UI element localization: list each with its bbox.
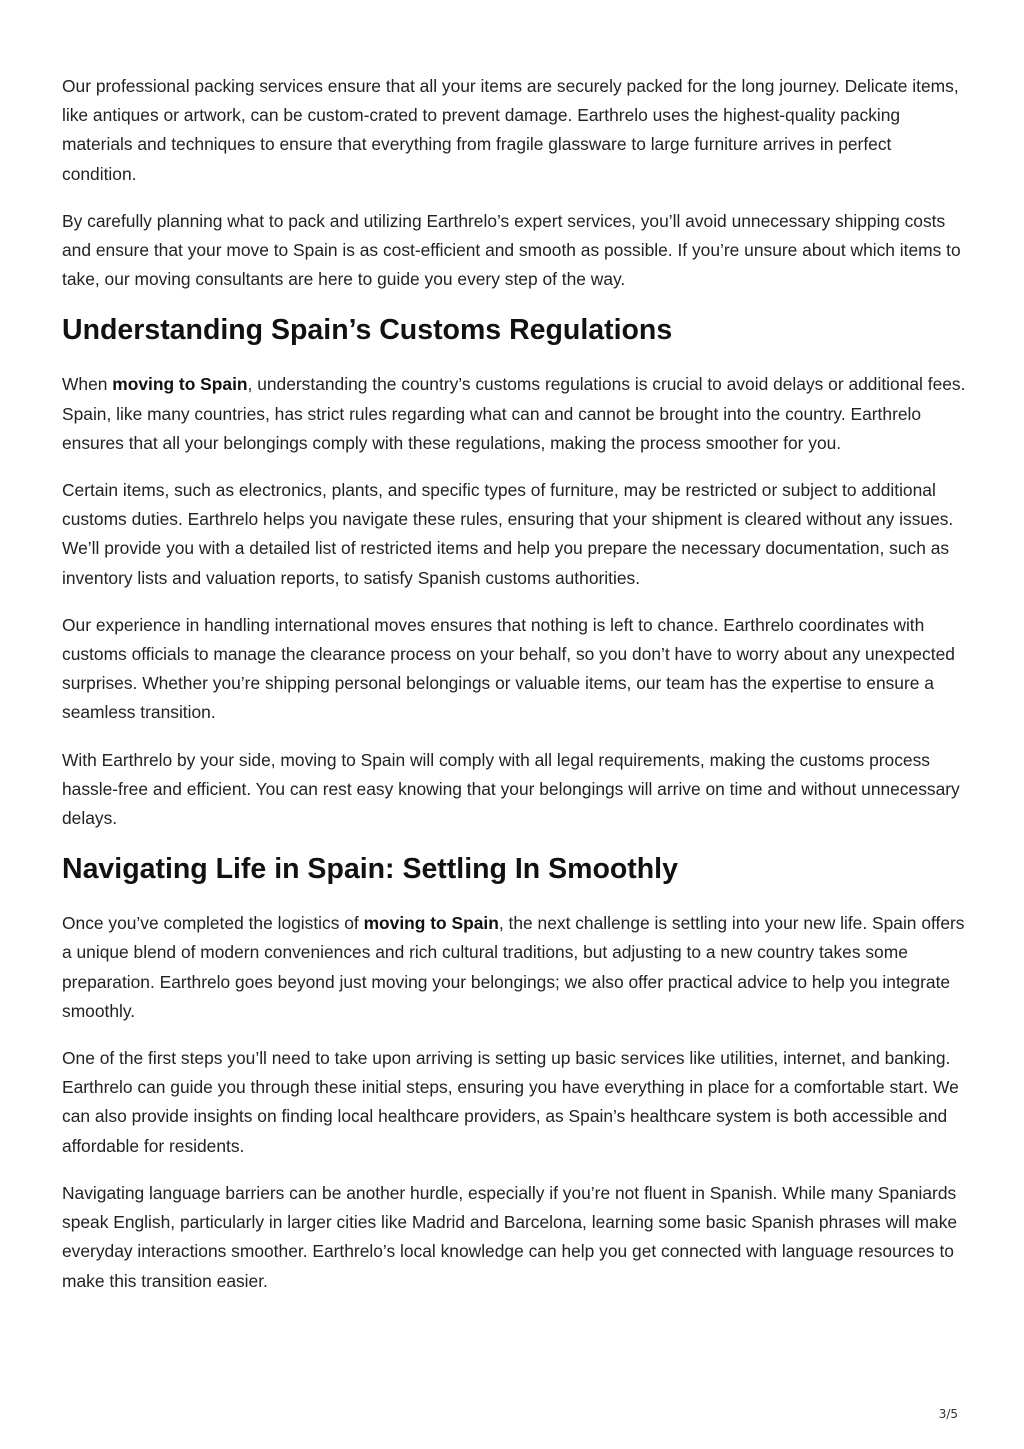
compliance-paragraph: With Earthrelo by your side, moving to Spain will comply with all legal requirements, making the customs process hassle-free and efficient. You can rest easy knowing that your belongings will arrive on time and without unnecessary delays. <box>62 749 960 829</box>
language-paragraph: Navigating language barriers can be another hurdle, especially if you’re not fluent in Spanish. While many Spaniards speak English, particularly in larger cities like Madrid and Barcelona, learning some basic Spanish phrases will make everyday interactions smoother. Earthrelo’s local knowledge can help you get connected with language resources to make this transition easier. <box>62 1182 958 1291</box>
restricted-items-paragraph: Certain items, such as electronics, plants, and specific types of furniture, may be restricted or subject to additional customs duties. Earthrelo helps you navigate these rules, ensuring that your shipment is cleared without any issues. We’ll provide you with a detailed list of restricted items and help you prepare the necessary documentation, such as inventory lists and valuation reports, to satisfy Spanish customs authorities. <box>62 480 954 588</box>
customs-intro-bold: moving to Spain <box>112 374 248 395</box>
planning-paragraph: By carefully planning what to pack and utilizing Earthrelo’s expert services, you’ll avoid unnecessary shipping costs and ensure that your move to Spain is as cost-efficient and smooth as possible. If you’re unsure about which items to take, our moving consultants are here to guide you every step of the way. <box>62 210 961 290</box>
packing-paragraph: Our professional packing services ensure that all your items are securely packed for the long journey. Delicate items, like antiques or artwork, can be custom-crated to prevent damage. Earthrelo uses the highest-quality packing materials and techniques to ensure that everything from fragile glassware to large furniture arrives in perfect condition. <box>62 76 959 184</box>
services-paragraph: One of the first steps you’ll need to take upon arriving is setting up basic services like utilities, internet, and banking. Earthrelo can guide you through these initial steps, ensuring you have everything in place for a comfortable start. We can also provide insights on finding local healthcare providers, as Spain’s healthcare system is both accessible and affordable for residents. <box>62 1048 959 1156</box>
settling-lead: Once you’ve completed the logistics of <box>62 913 364 934</box>
life-heading: Navigating Life in Spain: Settling In Smoothly <box>62 853 678 886</box>
settling-paragraph <box>62 909 968 1026</box>
page-number: 3/5 <box>938 1407 958 1421</box>
experience-paragraph: Our experience in handling international moves ensures that nothing is left to chance. Earthrelo coordinates with customs officials to manage the clearance process on your behalf, so you don’t have to worry about any unexpected surprises. Whether you’re shipping personal belongings or valuable items, our team has the expertise to ensure a seamless transition. <box>62 614 955 723</box>
document-page <box>62 72 968 1314</box>
settling-bold: moving to Spain <box>363 913 499 934</box>
customs-intro-lead: When <box>62 374 113 395</box>
customs-intro-paragraph <box>62 370 968 458</box>
customs-heading: Understanding Spain’s Customs Regulations <box>62 314 673 347</box>
customs-intro-rest: , understanding the country’s customs regulations is crucial to avoid delays or additional fees. Spain, like many countries, has strict rules regarding what can and cannot be brought into the country. Earthrelo ensures that all your belongings comply with these regulations, making the process smoother for you. <box>62 374 966 453</box>
settling-rest: , the next challenge is settling into your new life. Spain offers a unique blend of modern conveniences and rich cultural traditions, but adjusting to a new country takes some preparation. Earthrelo goes beyond just moving your belongings; we also offer practical advice to help you integrate smoothly. <box>62 913 965 1021</box>
